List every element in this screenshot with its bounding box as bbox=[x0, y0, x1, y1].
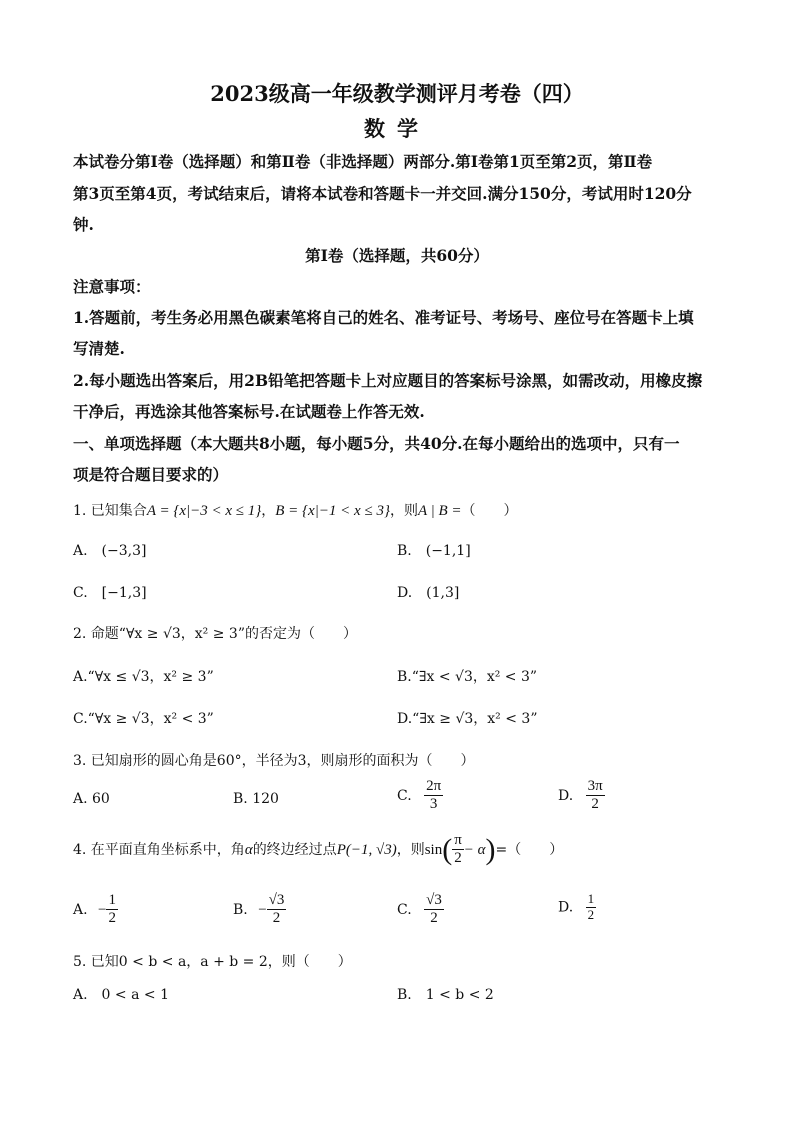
q2-option-b: B.“∃x < √3，x² < 3” bbox=[397, 669, 538, 685]
q3-d-numerator: 3π bbox=[586, 778, 605, 796]
q4-mid: 的终边经过点 bbox=[252, 841, 337, 858]
q4-sin: sin bbox=[424, 841, 443, 858]
q1-set-a: A = {x|−3 < x ≤ 1} bbox=[146, 503, 262, 519]
notice-item-2-line-2: 干净后，再选涂其他答案标号.在试题卷上作答无效. bbox=[73, 402, 425, 421]
q1-option-c: C. [−1,3] bbox=[73, 585, 147, 601]
q4-c-label: C. bbox=[397, 901, 412, 918]
q1-expr: A | B = bbox=[417, 503, 462, 519]
part1-heading-line-2: 项是符合题目要求的） bbox=[73, 465, 229, 484]
q1-option-a: A. (−3,3] bbox=[73, 543, 147, 559]
q1-comma: ， bbox=[261, 503, 276, 519]
q1-mid: ，则 bbox=[389, 503, 418, 519]
q1-set-b: B = {x|−1 < x ≤ 3} bbox=[275, 503, 390, 519]
q4-c-numerator: √3 bbox=[424, 892, 444, 910]
q4-a-sign: − bbox=[98, 901, 107, 918]
q4-a-denominator: 2 bbox=[108, 910, 116, 927]
q4-point: P(−1, √3) bbox=[336, 841, 397, 858]
q4-option-a bbox=[73, 892, 118, 928]
q4-option-b bbox=[233, 892, 286, 928]
section-heading: 第Ⅰ卷（选择题，共60分） bbox=[305, 246, 489, 265]
notice-item-1-line-1: 1.答题前，考生务必用黑色碳素笔将自己的姓名、准考证号、考场号、座位号在答题卡上填 bbox=[73, 308, 694, 327]
q4-a-label: A. bbox=[73, 901, 88, 918]
question-3-stem: 3. 已知扇形的圆心角是60°，半径为3，则扇形的面积为（ ） bbox=[73, 753, 475, 769]
question-5-stem: 5. 已知0 < b < a，a + b = 2，则（ ） bbox=[73, 954, 352, 970]
q4-option-c bbox=[397, 892, 444, 928]
q4-d-label: D. bbox=[558, 899, 574, 916]
notice-heading: 注意事项： bbox=[73, 277, 151, 296]
question-2-stem: 2. 命题“∀x ≥ √3，x² ≥ 3”的否定为（ ） bbox=[73, 626, 357, 642]
q3-c-denominator: 3 bbox=[429, 796, 438, 813]
q3-option-d bbox=[558, 778, 605, 814]
q1-option-d: D. (1,3] bbox=[397, 585, 460, 601]
q3-option-c-label: C. bbox=[397, 787, 412, 804]
q4-pi: π bbox=[452, 832, 464, 850]
q4-a-numerator: 1 bbox=[106, 892, 118, 910]
q4-d-denominator: 2 bbox=[587, 906, 595, 922]
intro-line-1: 本试卷分第Ⅰ卷（选择题）和第Ⅱ卷（非选择题）两部分.第Ⅰ卷第1页至第2页，第Ⅱ卷 bbox=[73, 152, 653, 171]
q3-option-a: A. 60 bbox=[73, 791, 110, 807]
part1-heading-line-1: 一、单项选择题（本大题共8小题，每小题5分，共40分.在每小题给出的选项中，只有一 bbox=[73, 434, 680, 453]
question-1-stem bbox=[73, 500, 518, 520]
q3-option-c bbox=[397, 778, 443, 814]
q2-option-a: A.“∀x ≤ √3，x² ≥ 3” bbox=[73, 669, 214, 685]
q4-b-label: B. bbox=[233, 901, 248, 918]
question-4-stem: 4. 在平面直角坐标系中，角α的终边经过点P(−1, √3)，则sin( $\frac{\pi}{2}$ − α)=（ ） bbox=[73, 832, 564, 867]
notice-item-2-line-1: 2.每小题选出答案后，用2B铅笔把答题卡上对应题目的答案标号涂黑，如需改动，用橡皮擦 bbox=[73, 371, 703, 390]
q4-b-numerator: √3 bbox=[267, 892, 287, 910]
q4-d-numerator: 1 bbox=[587, 891, 595, 906]
q4-c-denominator: 2 bbox=[430, 910, 438, 927]
q4-minus-alpha: − α bbox=[463, 841, 486, 858]
q3-option-d-label: D. bbox=[558, 787, 574, 804]
q4-b-sign: − bbox=[258, 901, 267, 918]
notice-item-1-line-2: 写清楚. bbox=[73, 339, 125, 358]
subject-title: 数学 bbox=[364, 116, 430, 141]
q1-option-b: B. (−1,1] bbox=[397, 543, 471, 559]
q2-option-d: D.“∃x ≥ √3，x² < 3” bbox=[397, 711, 538, 727]
q3-option-b: B. 120 bbox=[233, 791, 279, 807]
q1-prefix: 1. 已知集合 bbox=[73, 503, 147, 519]
q4-option-d bbox=[558, 892, 596, 923]
intro-line-3: 钟. bbox=[73, 215, 94, 234]
q4-alpha: α bbox=[244, 841, 253, 858]
q2-option-c: C.“∀x ≥ √3，x² < 3” bbox=[73, 711, 214, 727]
q3-d-denominator: 2 bbox=[591, 796, 599, 813]
exam-title: 2023级高一年级教学测评月考卷（四） bbox=[210, 81, 584, 106]
q5-option-b: B. 1 < b < 2 bbox=[397, 987, 494, 1003]
q4-prefix: 4. 在平面直角坐标系中，角 bbox=[73, 841, 245, 858]
q4-two: 2 bbox=[454, 850, 462, 867]
intro-line-2: 第3页至第4页，考试结束后，请将本试卷和答题卡一并交回.满分150分，考试用时120分 bbox=[73, 184, 692, 203]
q1-paren: （ ） bbox=[461, 503, 518, 519]
q3-c-numerator: 2π bbox=[424, 778, 443, 796]
q4-then: ，则 bbox=[396, 841, 425, 858]
q4-equals: =（ ） bbox=[495, 841, 564, 858]
q5-option-a: A. 0 < a < 1 bbox=[73, 987, 169, 1003]
q4-b-denominator: 2 bbox=[272, 910, 281, 927]
